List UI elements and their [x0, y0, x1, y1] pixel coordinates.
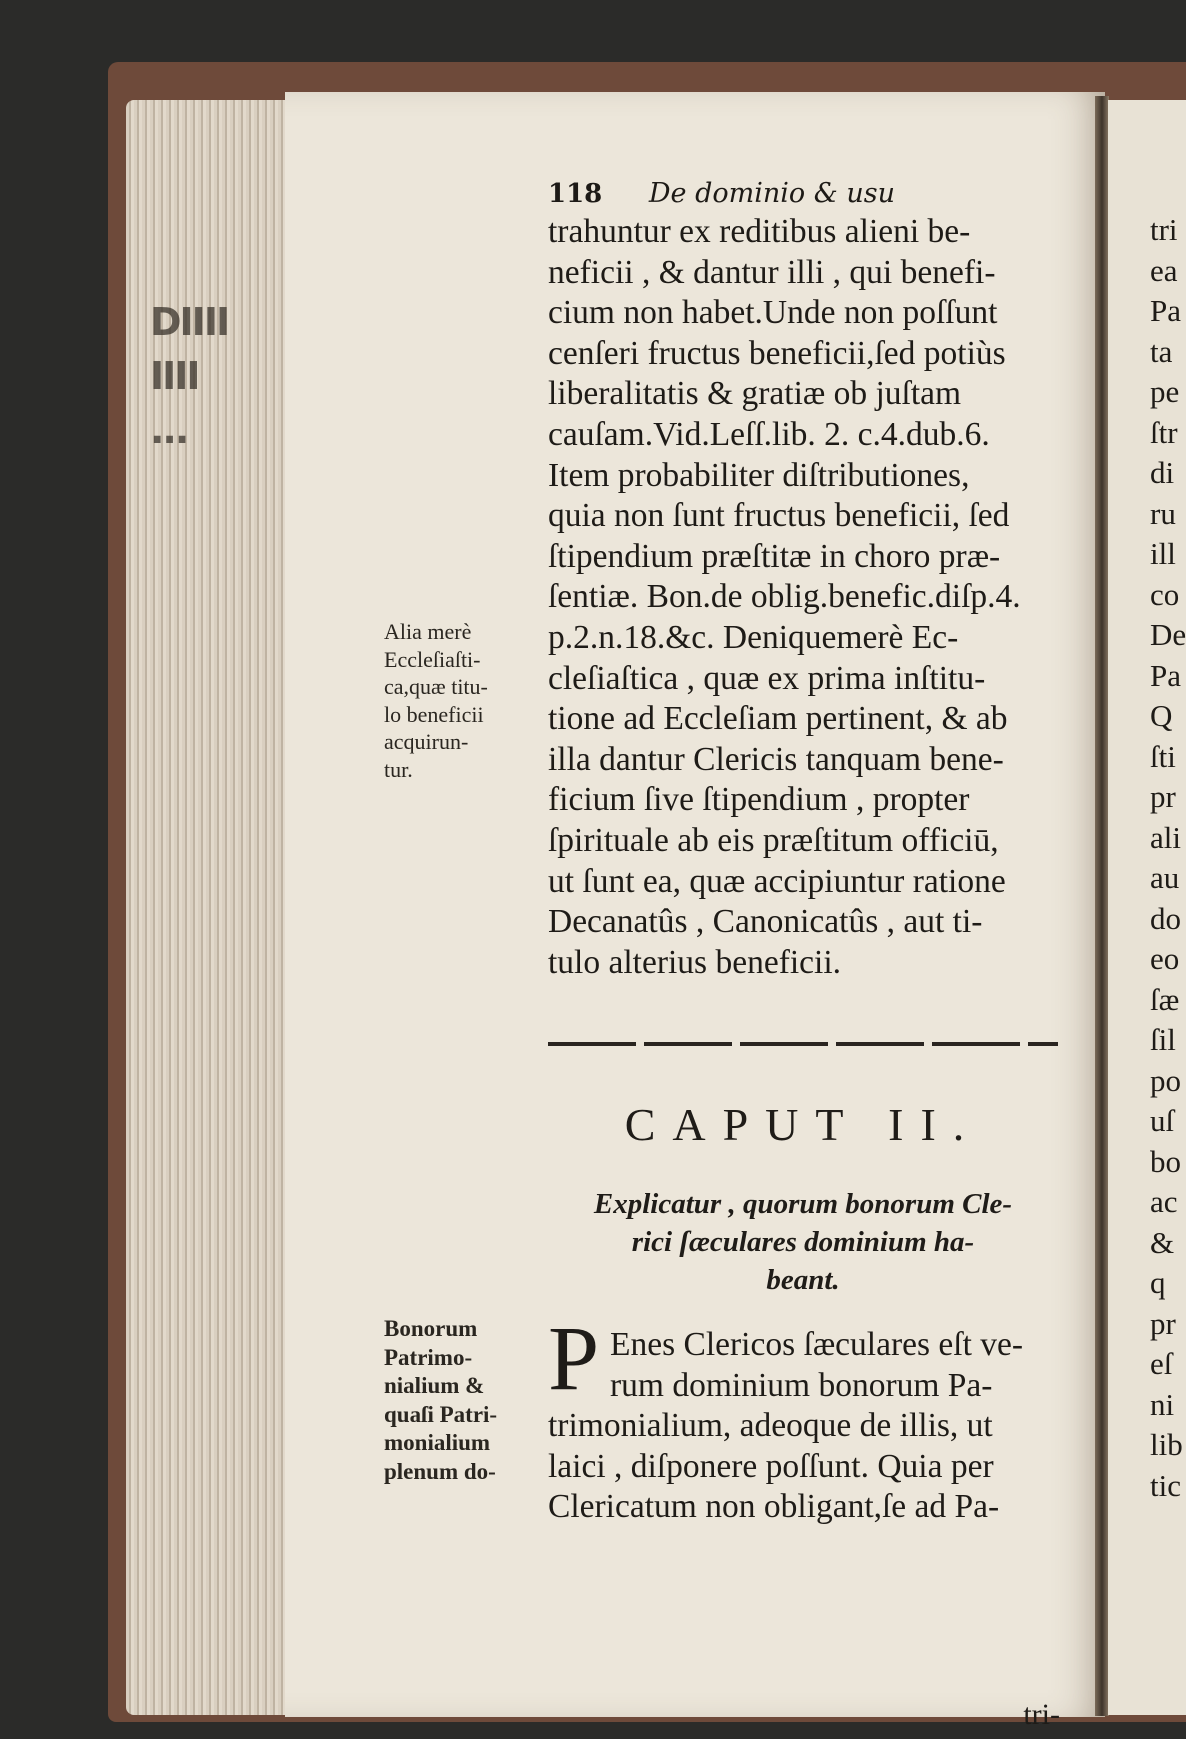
text-line: trimonialium, adeoque de illis, ut	[548, 1407, 993, 1444]
right-page-fragment: po	[1150, 1062, 1181, 1098]
margin-note	[384, 618, 544, 783]
subtitle-line: rici ſæculares dominium ha-	[631, 1226, 975, 1258]
ornamental-rule	[548, 1042, 1058, 1046]
right-page-text	[1150, 210, 1186, 1506]
bleed-mark: IIII	[150, 354, 199, 398]
right-page-fragment: di	[1150, 455, 1175, 490]
drop-cap: P	[548, 1307, 600, 1409]
text-line: ſpirituale ab eis præſtitum officiū,	[548, 821, 999, 859]
right-page-fragment: ſti	[1150, 738, 1176, 774]
right-page-fragment: &	[1150, 1224, 1175, 1260]
margin-note	[384, 1315, 544, 1486]
right-page-fragment: Pa	[1150, 657, 1181, 693]
right-page-fragment: tri	[1150, 212, 1178, 247]
right-page-fragment: co	[1150, 576, 1180, 612]
text-line: quia non ſunt fructus beneficii, ſed	[548, 497, 1010, 535]
right-page-fragment: ali	[1150, 819, 1181, 855]
text-line: ut ſunt ea, quæ accipiuntur ratione	[548, 862, 1006, 900]
right-page-fragment: tic	[1150, 1467, 1181, 1503]
text-line: neficii , & dantur illi , qui benefi-	[548, 253, 996, 291]
right-page-fragment: ſtr	[1150, 414, 1178, 450]
text-line: p.2.n.18.&c. Deniquemerè Ec-	[548, 618, 959, 656]
text-line: cauſam.Vid.Leſſ.lib. 2. c.4.dub.6.	[548, 415, 990, 453]
text-line: illa dantur Clericis tanquam bene-	[548, 740, 1004, 778]
right-page-fragment: ac	[1150, 1184, 1178, 1219]
right-page-fragment: au	[1150, 860, 1180, 895]
right-page-fragment: bo	[1150, 1143, 1181, 1179]
right-page-fragment: ni	[1150, 1386, 1175, 1422]
subtitle-line: beant.	[766, 1264, 840, 1296]
text-line: Clericatum non obligant,ſe ad Pa-	[548, 1488, 1000, 1525]
margin-note-line: Patrimo-	[384, 1344, 473, 1370]
text-line: rum dominium bonorum Pa-	[610, 1366, 993, 1404]
text-line: trahuntur ex reditibus alieni be-	[548, 213, 971, 250]
text-line: ficium ſive ſtipendium , propter	[548, 781, 970, 819]
right-page-fragment: ta	[1150, 333, 1173, 369]
text-line: laici , diſponere poſſunt. Quia per	[548, 1447, 994, 1485]
margin-note-line: ca,quæ titu-	[384, 674, 488, 699]
text-line: Item probabiliter diſtributiones,	[548, 456, 970, 494]
page-number: 118	[548, 179, 603, 209]
book-gutter	[1095, 96, 1109, 1716]
text-line: cenſeri fructus beneficii,ſed potiùs	[548, 334, 1006, 372]
right-page-fragment: ea	[1150, 252, 1178, 288]
margin-note-line: lo beneficii	[384, 701, 484, 727]
text-line: tulo alterius beneficii.	[548, 943, 842, 981]
text-line: cium non habet.Unde non poſſunt	[548, 294, 998, 332]
text-line: ſtipendium præſtitæ in choro præ-	[548, 537, 1001, 575]
margin-note-line: quaſi Patri-	[384, 1401, 498, 1427]
right-page-fragment: Pa	[1150, 293, 1181, 328]
margin-note-line: plenum do-	[384, 1458, 496, 1484]
bleed-mark: ...	[150, 408, 188, 452]
right-page-fragment: eo	[1150, 941, 1180, 976]
margin-note-line: Bonorum	[384, 1316, 478, 1341]
text-line: liberalitatis & gratiæ ob juſtam	[548, 375, 962, 413]
right-page-fragment: ſæ	[1150, 981, 1180, 1017]
right-page-fragment: ſil	[1150, 1022, 1176, 1057]
right-page-fragment: uſ	[1150, 1103, 1175, 1138]
text-line: Enes Clericos ſæculares eſt ve-	[610, 1326, 1024, 1363]
bleed-mark: DIIII	[150, 300, 229, 344]
right-page-fragment: q	[1150, 1265, 1166, 1300]
margin-note-line: acquirun-	[384, 729, 469, 754]
right-page-fragment: ill	[1150, 536, 1176, 571]
right-page-fragment: lib	[1150, 1427, 1183, 1462]
chapter-heading: CAPUT II.	[624, 1099, 982, 1150]
right-page-fragment: pr	[1150, 1305, 1176, 1341]
text-line: Decanatûs , Canonicatûs , aut ti-	[548, 903, 983, 941]
right-page-fragment: pr	[1150, 779, 1176, 814]
subtitle-line: Explicatur , quorum bonorum Cle-	[593, 1188, 1013, 1220]
margin-note-line: Eccleſiaſti-	[384, 646, 481, 672]
right-page-fragment: do	[1150, 900, 1181, 936]
margin-note-line: monialium	[384, 1430, 491, 1455]
running-title: De dominio & usu	[648, 178, 895, 209]
margin-note-line: tur.	[384, 756, 413, 782]
right-page-fragment: De	[1150, 617, 1186, 652]
show-through-marks	[150, 295, 290, 475]
text-line: tione ad Eccleſiam pertinent, & ab	[548, 700, 1008, 738]
chapter-paragraph	[548, 1325, 1060, 1528]
right-page-fragment: pe	[1150, 374, 1180, 409]
body-paragraph	[548, 212, 1060, 983]
catchword: tri-	[1023, 1698, 1060, 1731]
right-page-fragment: eſ	[1150, 1346, 1173, 1381]
right-page-fragment: Q	[1150, 698, 1173, 733]
margin-note-line: nialium &	[384, 1373, 485, 1398]
chapter-subtitle	[548, 1185, 1058, 1299]
text-line: cleſiaſtica , quæ ex prima inſtitu-	[548, 659, 986, 697]
right-page-fragment: ru	[1150, 495, 1176, 531]
text-line: ſentiæ. Bon.de oblig.benefic.diſp.4.	[548, 578, 1021, 616]
running-head	[548, 178, 1068, 214]
margin-note-line: Alia merè	[384, 619, 472, 644]
